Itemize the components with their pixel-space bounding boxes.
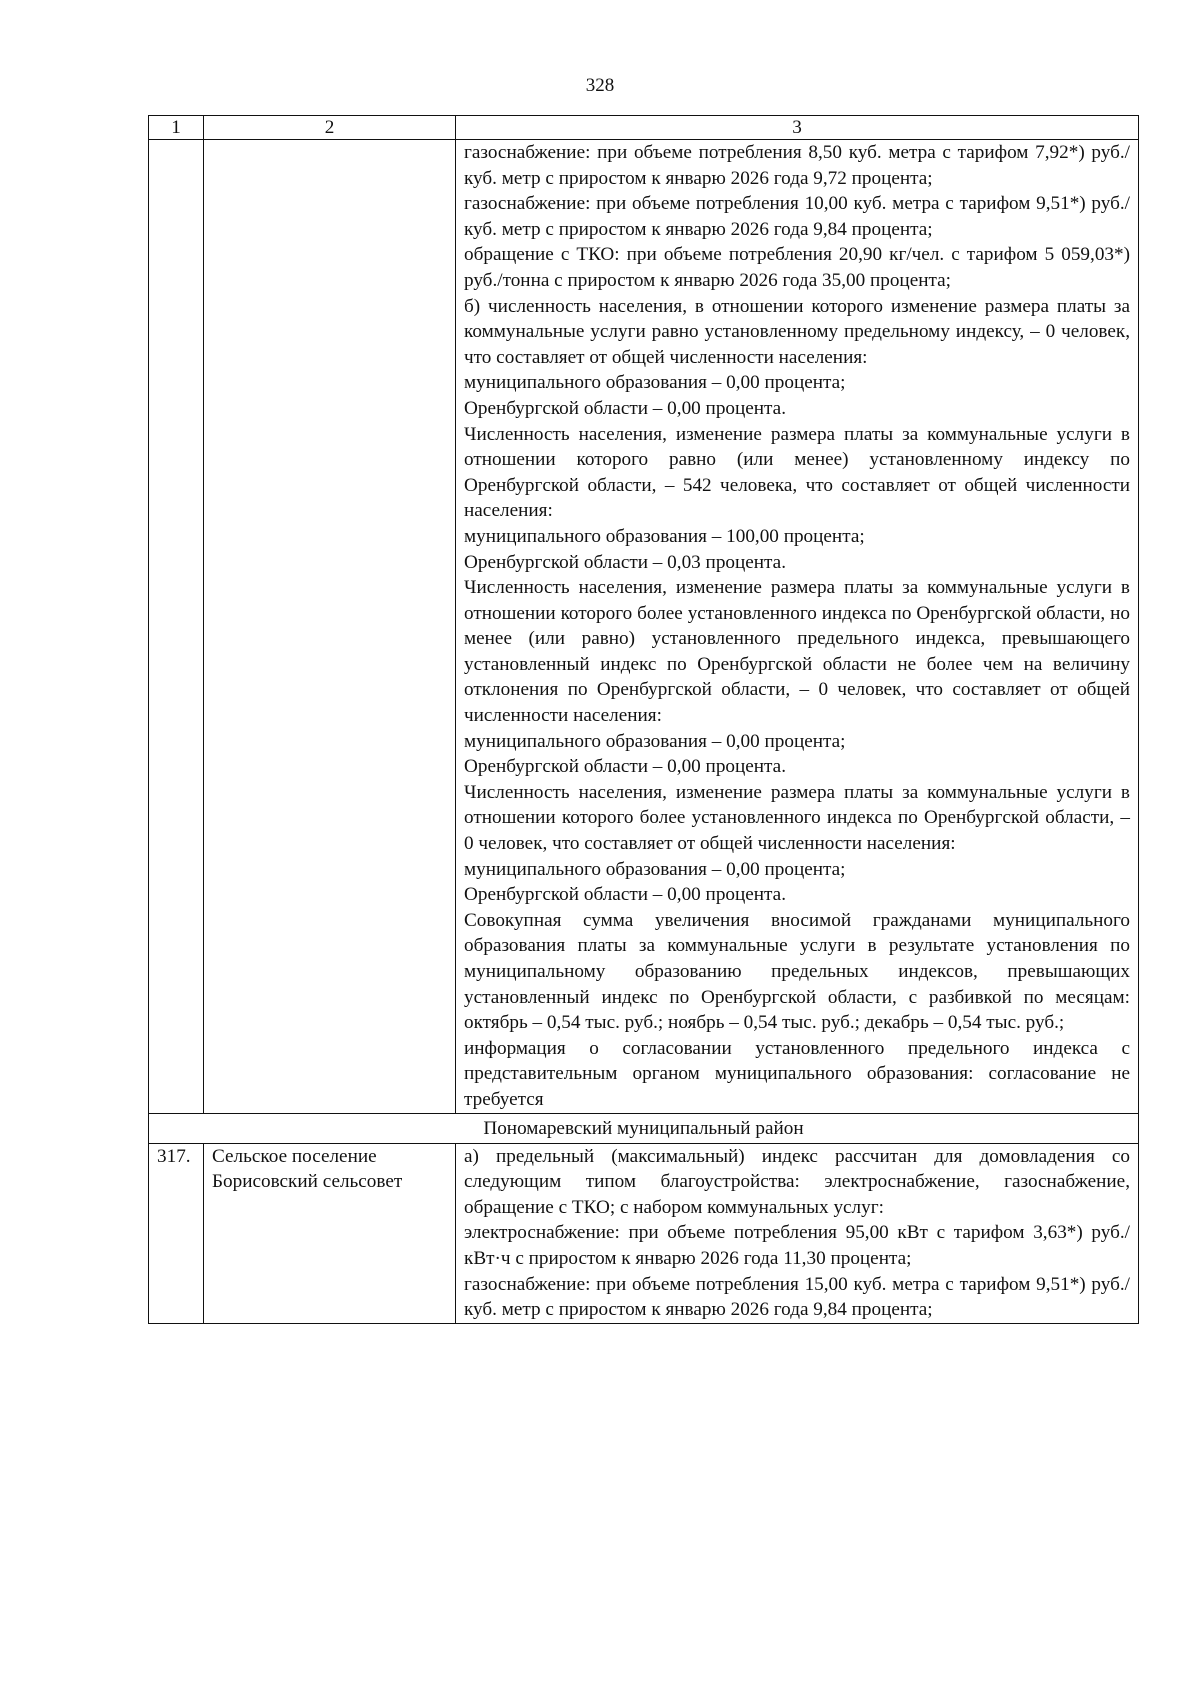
paragraph: а) предельный (максимальный) индекс рассчитан для домовладения со следующим типом благоустройства: электроснабжение, газоснабжение, обращение с ТКО; с набором коммунальных услуг: bbox=[464, 1145, 1130, 1218]
paragraph: б) численность населения, в отношении которого изменение размера платы за коммунальные услуги равно установленному предельному индексу, – 0 человек, что составляет от общей численности населения: bbox=[464, 295, 1130, 368]
section-title: Пономаревский муниципальный район bbox=[149, 1113, 1139, 1143]
entry-number: 317. bbox=[149, 1143, 204, 1323]
entry-name-cell bbox=[204, 1143, 456, 1323]
paragraph: Оренбургской области – 0,00 процента. bbox=[464, 397, 786, 419]
paragraph: Совокупная сумма увеличения вносимой гражданами муниципального образования платы за коммунальные услуги в результате установления по муниципальному образованию предельных индексов, превышающих установленный индекс по Оренбургской области, с разбивкой по месяцам: октябрь – 0,54 тыс. руб.; ноябрь – 0,54 тыс. руб.; декабрь – 0,54 тыс. руб.; bbox=[464, 909, 1130, 1034]
entry-content-cell bbox=[456, 1143, 1139, 1323]
continuation-content-cell bbox=[456, 140, 1139, 1114]
paragraph: информация о согласовании установленного предельного индекса с представительным органом муниципального образования: согласование не требуется bbox=[464, 1037, 1130, 1110]
paragraph: газоснабжение: при объеме потребления 15,00 куб. метра с тарифом 9,51*) руб./куб. метр с приростом к январю 2026 года 9,84 процента; bbox=[464, 1273, 1130, 1321]
paragraph: газоснабжение: при объеме потребления 10,00 куб. метра с тарифом 9,51*) руб./куб. метр с приростом к январю 2026 года 9,84 процента; bbox=[464, 193, 1130, 240]
paragraph: муниципального образования – 0,00 процента; bbox=[464, 858, 846, 880]
paragraph: муниципального образования – 0,00 процента; bbox=[464, 372, 846, 394]
paragraph: муниципального образования – 100,00 процента; bbox=[464, 525, 865, 547]
entry-name-line: Сельское поселение bbox=[212, 1145, 377, 1167]
page-number: 328 bbox=[585, 75, 615, 96]
entry-name-line: Борисовский сельсовет bbox=[212, 1171, 403, 1193]
table-header-row bbox=[149, 116, 1139, 140]
document-table bbox=[148, 115, 1139, 1324]
header-cell-1: 1 bbox=[149, 116, 204, 140]
entry-row bbox=[149, 1143, 1139, 1323]
paragraph: Оренбургской области – 0,00 процента. bbox=[464, 884, 786, 906]
paragraph: Оренбургской области – 0,00 процента. bbox=[464, 756, 786, 778]
paragraph: Численность населения, изменение размера платы за коммунальные услуги в отношении которого равно (или менее) установленному индексу по Оренбургской области, – 542 человека, что составляет от общей численности населения: bbox=[464, 423, 1130, 522]
continuation-row bbox=[149, 140, 1139, 1114]
paragraph: муниципального образования – 0,00 процента; bbox=[464, 730, 846, 752]
paragraph: Оренбургской области – 0,03 процента. bbox=[464, 551, 786, 573]
continuation-name-cell bbox=[204, 140, 456, 1114]
paragraph: электроснабжение: при объеме потребления 95,00 кВт с тарифом 3,63*) руб./кВт·ч с приростом к январю 2026 года 11,30 процента; bbox=[464, 1222, 1130, 1269]
paragraph: Численность населения, изменение размера платы за коммунальные услуги в отношении которого более установленного индекса по Оренбургской области, но менее (или равно) установленного предельного индекса, превышающего установленный индекс по Оренбургской области не более чем на величину отклонения по Оренбургской области, – 0 человек, что составляет от общей численности населения: bbox=[464, 577, 1130, 727]
header-cell-3: 3 bbox=[456, 116, 1139, 140]
paragraph: Численность населения, изменение размера платы за коммунальные услуги в отношении которого более установленного индекса по Оренбургской области, – 0 человек, что составляет от общей численности населения: bbox=[464, 781, 1130, 855]
section-row bbox=[149, 1113, 1139, 1143]
paragraph: газоснабжение: при объеме потребления 8,50 куб. метра с тарифом 7,92*) руб./куб. метр с приростом к январю 2026 года 9,72 процента; bbox=[464, 142, 1130, 189]
header-cell-2: 2 bbox=[204, 116, 456, 140]
continuation-number-cell bbox=[149, 140, 204, 1114]
paragraph: обращение с ТКО: при объеме потребления 20,90 кг/чел. с тарифом 5 059,03*) руб./тонна с приростом к январю 2026 года 35,00 процента; bbox=[464, 244, 1130, 291]
